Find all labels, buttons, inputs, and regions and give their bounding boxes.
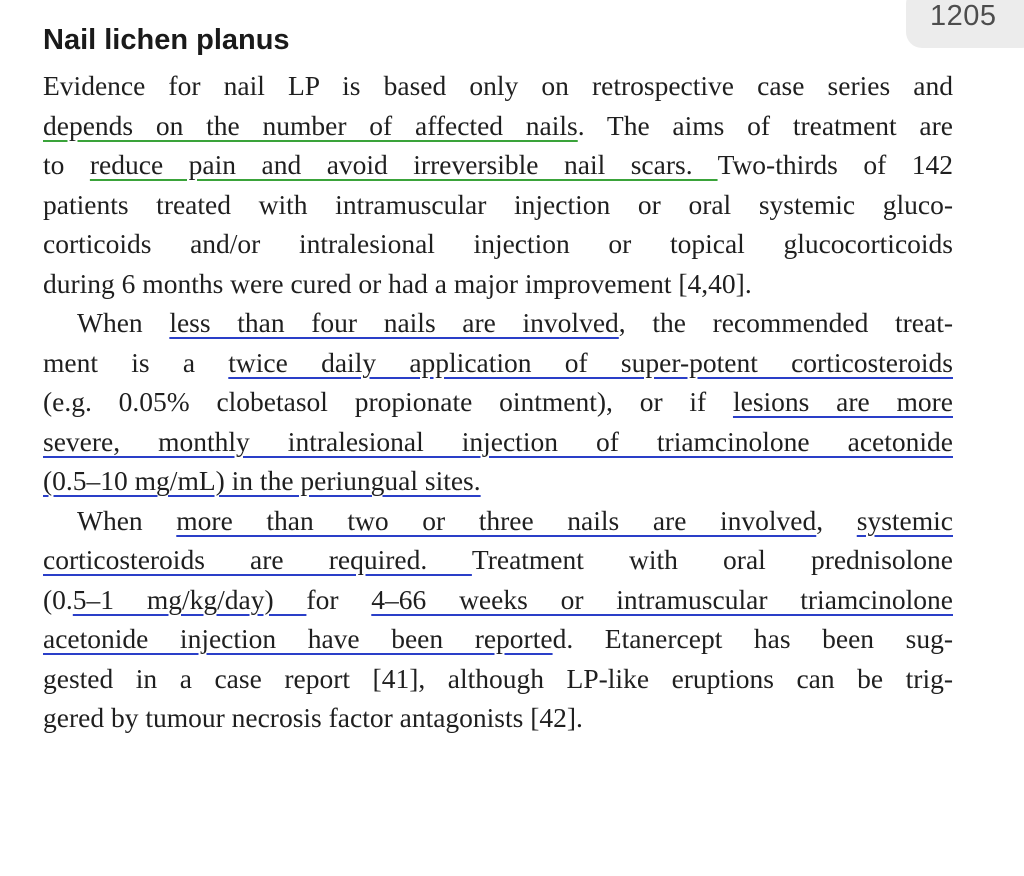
highlight-blue: acetonide injection have been reporte	[43, 623, 553, 654]
text-segment: Two-thirds of 142	[717, 149, 953, 180]
highlight-blue: less than four nails are involved	[169, 307, 619, 338]
text-segment: , the recommended treat-	[618, 307, 953, 338]
text-line	[43, 303, 953, 343]
text-line	[43, 66, 953, 106]
text-segment: for	[306, 583, 372, 615]
text-line	[43, 343, 953, 383]
text-line	[43, 224, 953, 264]
highlight-blue: systemic	[856, 504, 953, 536]
text-line	[43, 185, 953, 225]
highlight-blue: severe, monthly intralesional injection of triamcinolone acetonide	[43, 425, 953, 457]
highlight-blue: 4–66 weeks or intramuscular triamcinolone	[371, 583, 953, 615]
text-segment: gered by tumour necrosis factor antagonists [42].	[43, 702, 583, 733]
text-line	[43, 145, 953, 185]
highlight-blue: twice daily application of super-potent corticosteroids	[228, 346, 953, 378]
text-segment: (e.g. 0.05% clobetasol propionate ointment), or if	[43, 386, 733, 417]
text-line	[43, 461, 953, 501]
text-segment: Treatment with oral prednisolone	[471, 544, 953, 575]
text-segment: When	[77, 504, 177, 536]
text-segment: (0.	[43, 583, 73, 615]
text-segment: patients treated with intramuscular injection or oral systemic gluco-	[43, 188, 953, 220]
text-line	[43, 698, 953, 738]
text-line	[43, 540, 953, 580]
text-line	[43, 264, 953, 304]
highlight-green: reduce pain and avoid irreversible nail scars.	[89, 149, 718, 180]
text-segment: during 6 months were cured or had a major improvement [4,40].	[43, 267, 752, 299]
text-segment: ment is a	[43, 346, 229, 378]
text-line	[43, 619, 953, 659]
text-line	[43, 659, 953, 699]
text-segment: Evidence for nail LP is based only on retrospective case series and	[43, 70, 953, 101]
text-segment: to	[43, 149, 90, 180]
text-line	[43, 382, 953, 422]
text-segment: d. Etanercept has been sug-	[552, 623, 953, 654]
text-segment: When	[77, 307, 170, 338]
text-segment: gested in a case report [41], although LP-like eruptions can be trig-	[43, 662, 953, 694]
highlight-blue: corticosteroids are required.	[43, 544, 472, 575]
text-line	[43, 501, 953, 541]
text-segment: ,	[816, 504, 857, 536]
highlight-blue: (0.5–10 mg/mL) in the periungual sites.	[43, 465, 481, 496]
section-heading: Nail lichen planus	[43, 24, 290, 56]
text-line	[43, 106, 953, 146]
text-segment: . The aims of treatment are	[577, 109, 954, 141]
highlight-blue: lesions are more	[732, 386, 953, 417]
highlight-blue: more than two or three nails are involved	[176, 504, 817, 536]
highlight-blue: 5–1 mg/kg/day)	[72, 583, 307, 615]
text-line	[43, 580, 953, 620]
text-line	[43, 422, 953, 462]
page-number-badge: 1205	[906, 0, 1024, 48]
text-segment: corticoids and/or intralesional injection or topical glucocorticoids	[43, 228, 953, 259]
highlight-green: depends on the number of affected nails	[43, 109, 578, 141]
